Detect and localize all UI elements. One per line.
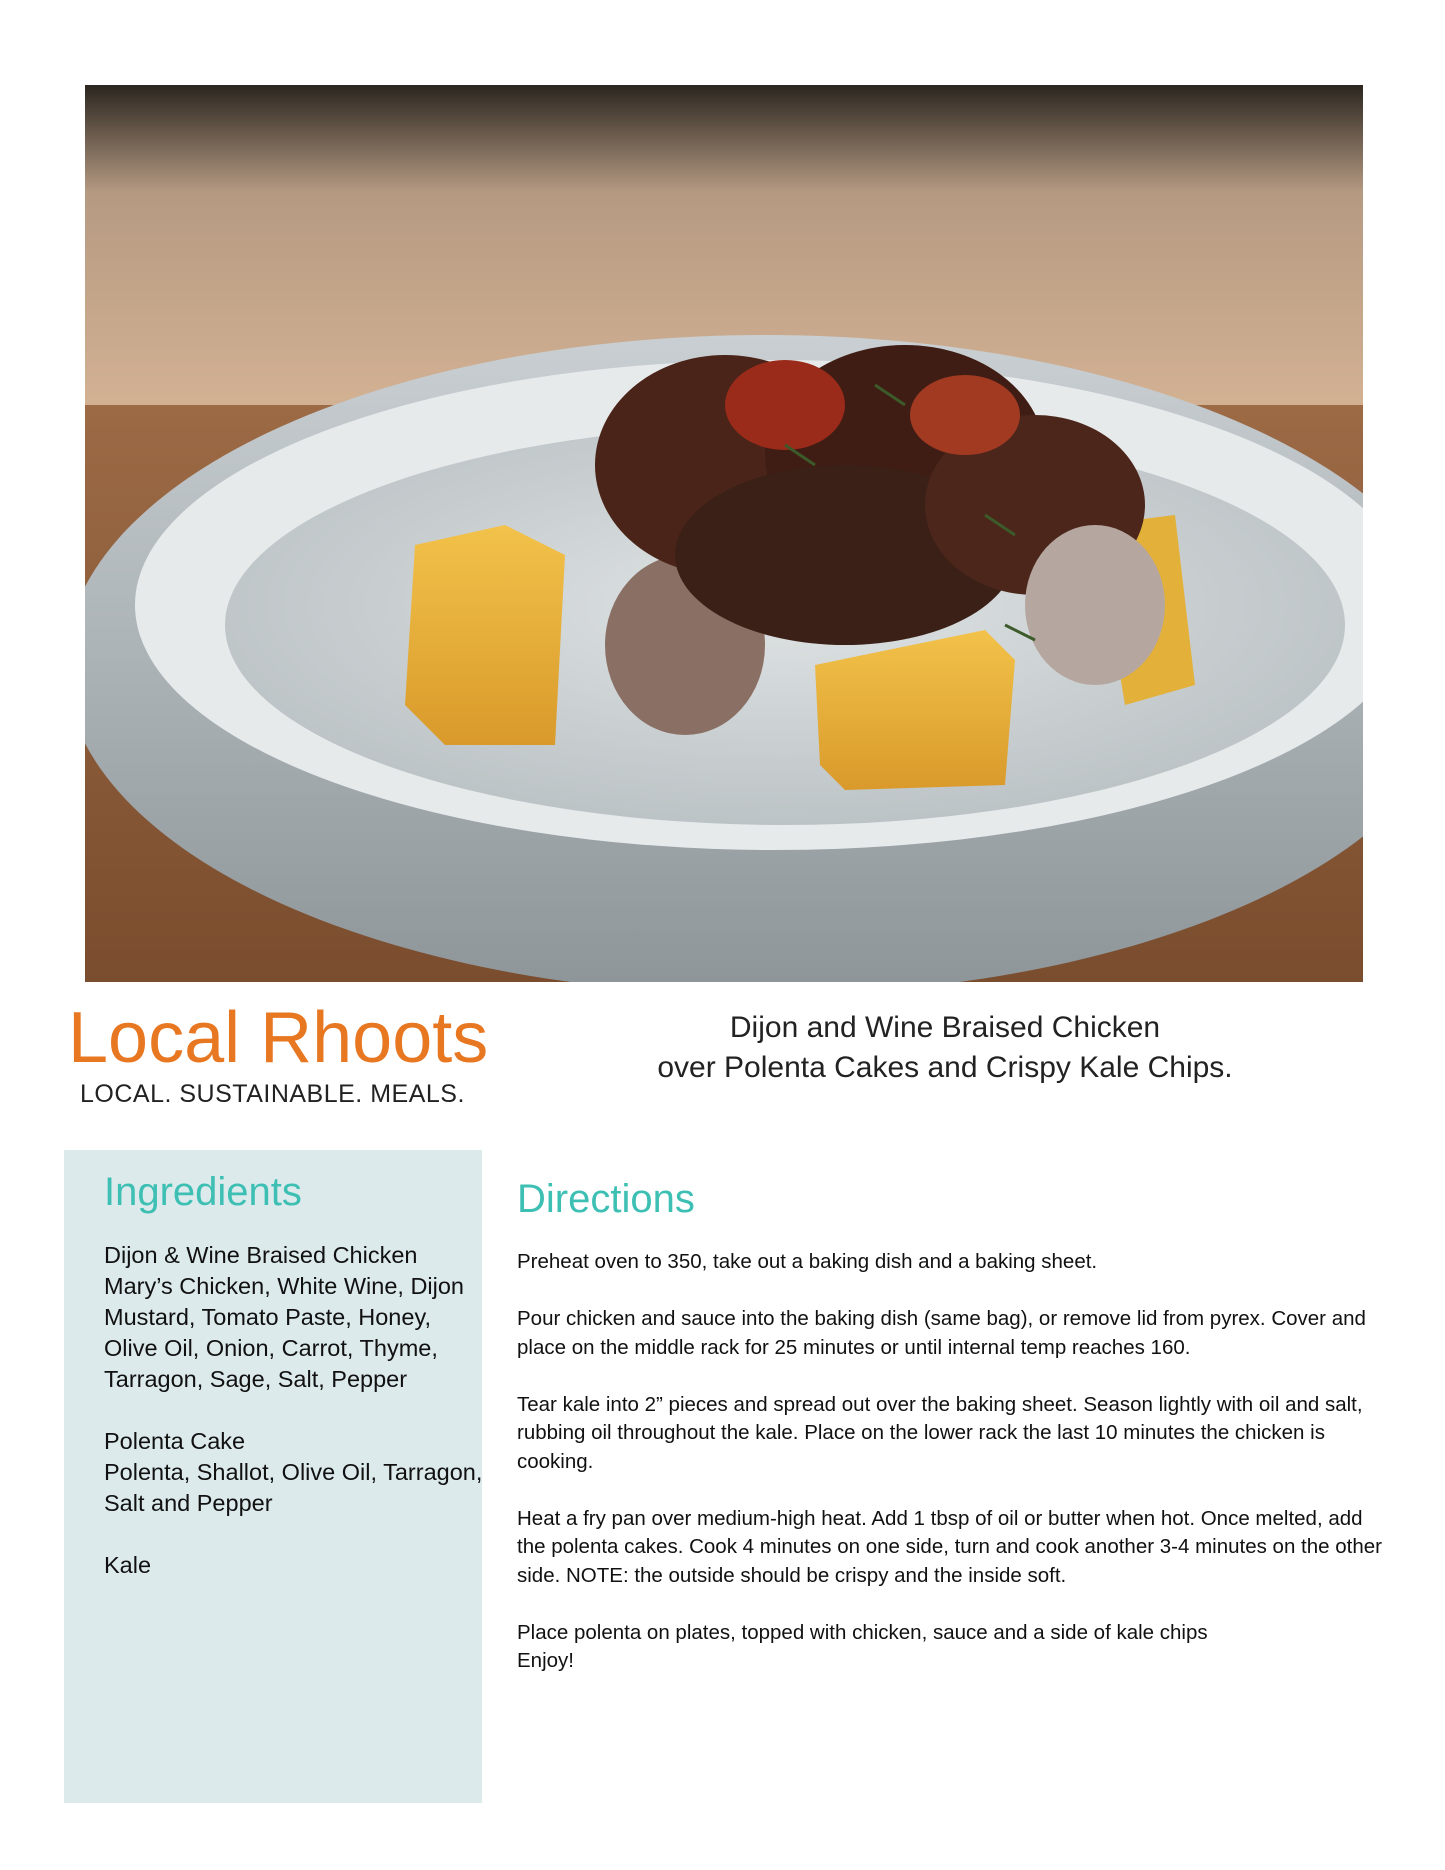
dish-title-line2: over Polenta Cakes and Crispy Kale Chips. [657, 1051, 1233, 1084]
directions-list [517, 1248, 1387, 1676]
brand [68, 998, 528, 1109]
ingredient-group-items: Polenta, Shallot, Olive Oil, Tarragon, Salt and Pepper [104, 1459, 483, 1516]
ingredient-group [104, 1550, 484, 1581]
brand-tagline: LOCAL. SUSTAINABLE. MEALS. [80, 1080, 465, 1108]
ingredient-group-title: Kale [104, 1552, 152, 1578]
ingredient-group-title: Dijon & Wine Braised Chicken [104, 1242, 418, 1268]
ingredients-list [104, 1240, 484, 1612]
direction-step: Heat a fry pan over medium-high heat. Add 1 tbsp of oil or butter when hot. Once melted, add the polenta cakes. Cook 4 minutes on one side, turn and cook another 3-4 minutes on the other side. NOTE: the outside should be crispy and the inside soft. [517, 1506, 1382, 1587]
food-photo-icon [85, 85, 1363, 982]
direction-step: Preheat oven to 350, take out a baking dish and a baking sheet. [517, 1250, 1098, 1273]
ingredient-group-title: Polenta Cake [104, 1428, 246, 1454]
brand-name: Local Rhoots [68, 998, 489, 1078]
directions-heading: Directions [517, 1177, 695, 1221]
direction-step-final: Enjoy! [517, 1649, 574, 1672]
ingredient-group [104, 1426, 484, 1519]
ingredient-group [104, 1240, 484, 1395]
direction-step: Place polenta on plates, topped with chicken, sauce and a side of kale chips [517, 1620, 1208, 1644]
ingredient-group-items: Mary’s Chicken, White Wine, Dijon Mustard, Tomato Paste, Honey, Olive Oil, Onion, Carrot, Thyme, Tarragon, Sage, Salt, Pepper [104, 1273, 465, 1392]
directions-section [517, 1175, 1387, 1676]
ingredients-panel [64, 1150, 482, 1803]
ingredients-heading: Ingredients [104, 1170, 302, 1214]
dish-title-line1: Dijon and Wine Braised Chicken [729, 1011, 1161, 1044]
food-photo [85, 85, 1363, 982]
dish-title [560, 1008, 1330, 1088]
direction-step: Pour chicken and sauce into the baking dish (same bag), or remove lid from pyrex. Cover and place on the middle rack for 25 minutes or until internal temp reaches 160. [517, 1307, 1366, 1359]
direction-step: Tear kale into 2” pieces and spread out over the baking sheet. Season lightly with oil and salt, rubbing oil throughout the kale. Place on the lower rack the last 10 minutes the chicken is cooking. [517, 1392, 1363, 1473]
